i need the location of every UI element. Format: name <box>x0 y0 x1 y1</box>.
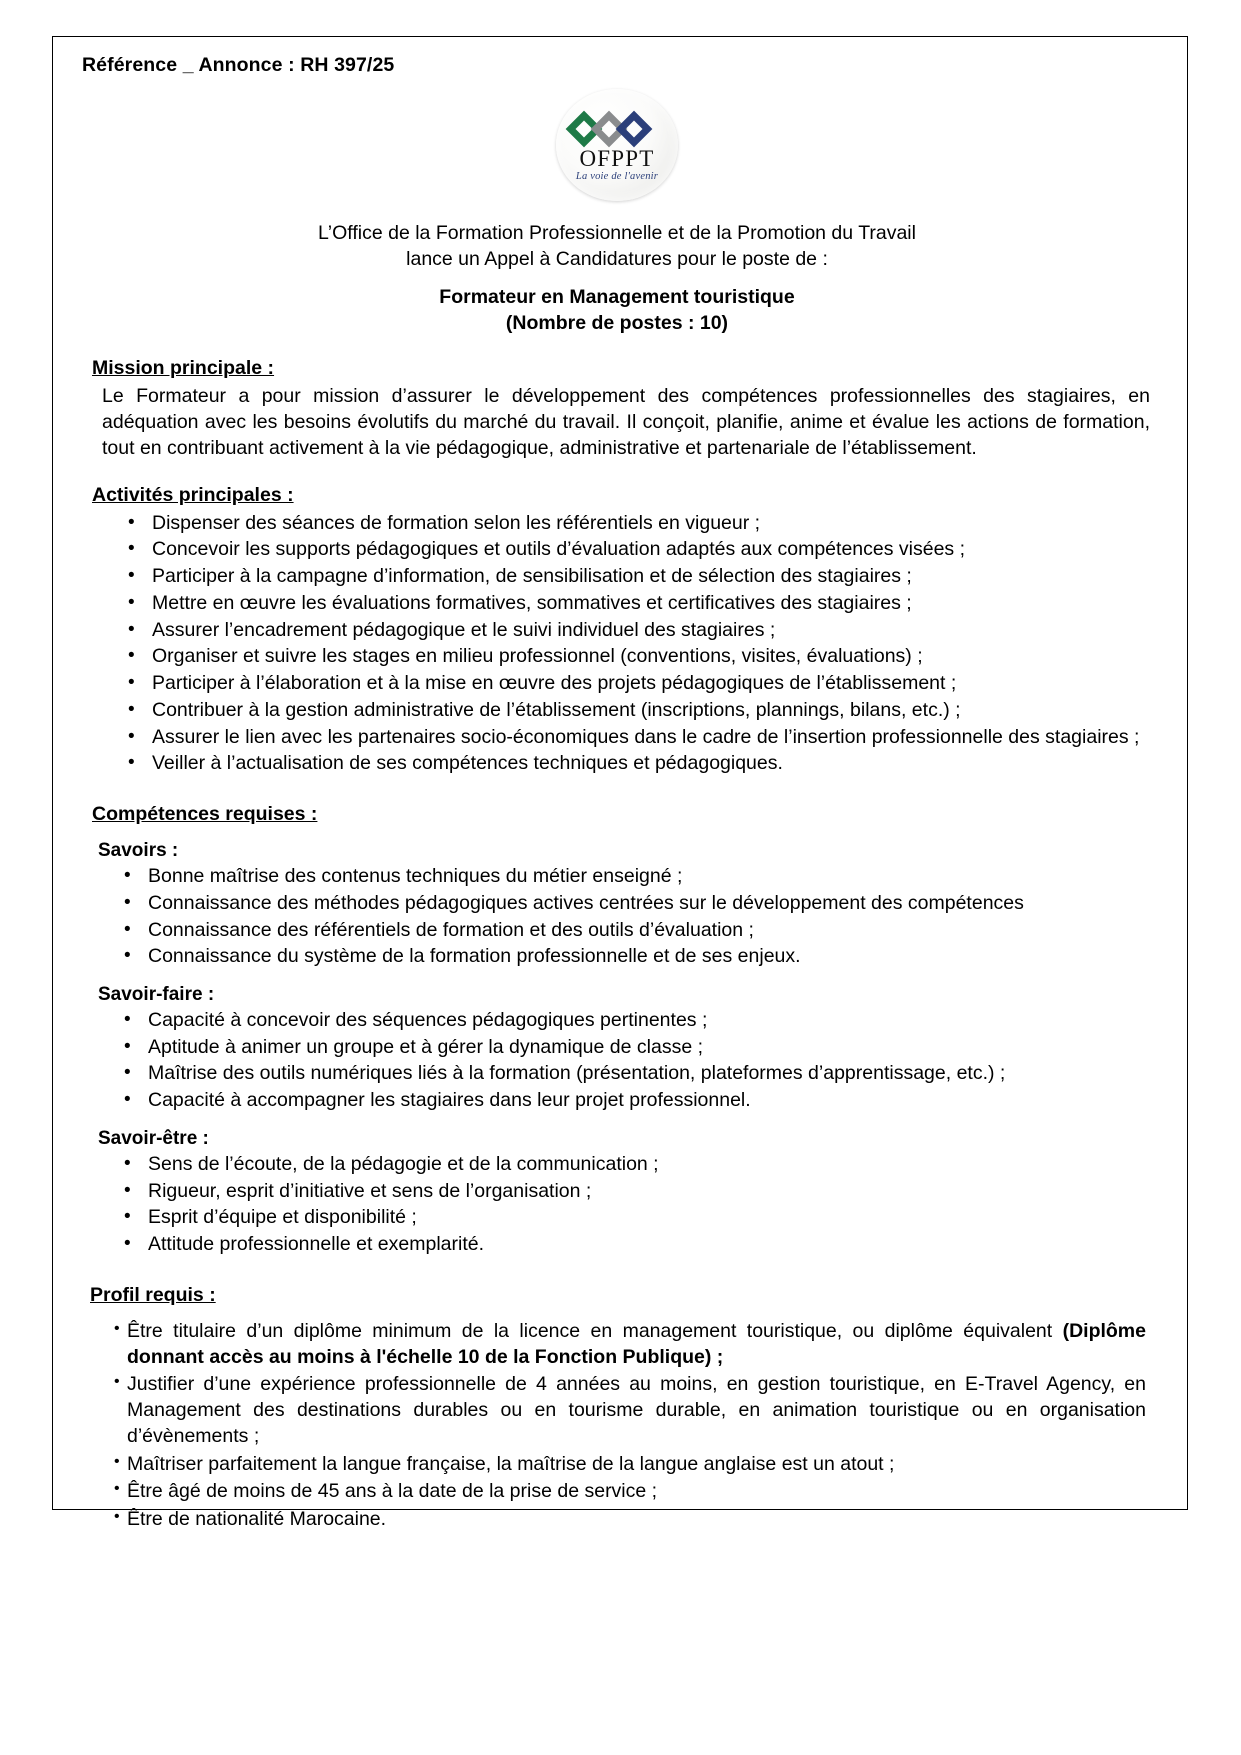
subsection-title-savoir-etre: Savoir-être : <box>98 1127 209 1149</box>
logo-name: OFPPT <box>579 145 655 171</box>
list-item: • Connaissance des référentiels de formation et des outils d’évaluation ; <box>122 918 1146 944</box>
subsection-title-savoirs: Savoirs : <box>98 840 179 862</box>
list-item: • Bonne maîtrise des contenus techniques du métier enseigné ; <box>122 864 1146 890</box>
document-content <box>52 36 1188 1535</box>
list-item: • Maîtriser parfaitement la langue française, la maîtrise de la langue anglaise est un atout ; <box>114 1452 1146 1478</box>
list-item: • Sens de l’écoute, de la pédagogie et de la communication ; <box>122 1152 1146 1178</box>
profil-list <box>74 1319 1160 1533</box>
section-competences <box>74 803 1160 1258</box>
intro-spacer <box>74 272 1160 285</box>
section-profil <box>74 1284 1160 1533</box>
list-item: • Mettre en œuvre les évaluations formatives, sommatives et certificatives des stagiaires ; <box>126 591 1146 617</box>
list-item: • Rigueur, esprit d’initiative et sens de l’organisation ; <box>122 1179 1146 1205</box>
list-item: • Connaissance des méthodes pédagogiques actives centrées sur le développement des compétences <box>122 891 1146 917</box>
section-title-competences: Compétences requises : <box>92 803 318 826</box>
savoir-faire-list <box>74 1008 1160 1114</box>
section-activites <box>74 484 1160 777</box>
list-item: • Participer à la campagne d’information, de sensibilisation et de sélection des stagiaires ; <box>126 564 1146 590</box>
list-item-diploma <box>114 1319 1146 1370</box>
section-title-profil: Profil requis : <box>90 1283 216 1306</box>
list-item: • Être de nationalité Marocaine. <box>114 1507 1146 1533</box>
list-item: • Assurer le lien avec les partenaires socio-économiques dans le cadre de l’insertion professionnelle des stagiaires ; <box>126 725 1146 751</box>
list-item: • Capacité à accompagner les stagiaires dans leur projet professionnel. <box>122 1088 1146 1114</box>
subsection-title-savoir-faire: Savoir-faire : <box>98 983 215 1005</box>
savoir-etre-list <box>74 1152 1160 1258</box>
logo-container <box>74 89 1160 201</box>
list-item: • Contribuer à la gestion administrative de l’établissement (inscriptions, plannings, bilans, etc.) ; <box>126 698 1146 724</box>
section-title-activites: Activités principales : <box>92 483 294 506</box>
logo-diamonds-icon <box>569 115 665 145</box>
intro-line-1: L’Office de la Formation Professionnelle et de la Promotion du Travail <box>318 222 916 244</box>
list-item: • Participer à l’élaboration et à la mise en œuvre des projets pédagogiques de l’établissement ; <box>126 671 1146 697</box>
list-item: • Organiser et suivre les stages en milieu professionnel (conventions, visites, évaluations) ; <box>126 644 1146 670</box>
list-item: • Veiller à l’actualisation de ses compétences techniques et pédagogiques. <box>126 751 1146 777</box>
post-title: Formateur en Management touristique <box>439 286 795 309</box>
list-item: • Connaissance du système de la formation professionnelle et de ses enjeux. <box>122 944 1146 970</box>
intro-block <box>74 221 1160 337</box>
post-count: (Nombre de postes : 10) <box>505 312 729 335</box>
logo-tagline: La voie de l'avenir <box>575 170 659 182</box>
list-item: • Esprit d’équipe et disponibilité ; <box>122 1205 1146 1231</box>
list-item: • Aptitude à animer un groupe et à gérer la dynamique de classe ; <box>122 1035 1146 1061</box>
list-item: • Maîtrise des outils numériques liés à la formation (présentation, plateformes d’apprentissage, etc.) ; <box>122 1061 1146 1087</box>
section-mission <box>74 357 1160 462</box>
list-item: • Être âgé de moins de 45 ans à la date de la prise de service ; <box>114 1479 1146 1505</box>
activites-list <box>74 511 1160 777</box>
diploma-text: Être titulaire d’un diplôme minimum de la licence en management touristique, ou diplôme équivalent <box>127 1319 1063 1342</box>
ofppt-logo <box>556 89 678 201</box>
mission-paragraph: Le Formateur a pour mission d’assurer le développement des compétences professionnelles des stagiaires, en adéquation avec les besoins évolutifs du marché du travail. Il conçoit, planifie, anime et évalue les actions de formation, tout en contribuant activement à la vie pédagogique, administrative et partenariale de l’établissement. <box>102 384 1150 459</box>
intro-line-2: lance un Appel à Candidatures pour le poste de : <box>406 247 828 270</box>
list-item: • Concevoir les supports pédagogiques et outils d’évaluation adaptés aux compétences visées ; <box>126 537 1146 563</box>
list-item: • Capacité à concevoir des séquences pédagogiques pertinentes ; <box>122 1008 1146 1034</box>
list-item: • Dispenser des séances de formation selon les référentiels en vigueur ; <box>126 511 1146 537</box>
reference-line: Référence _ Annonce : RH 397/25 <box>82 54 395 76</box>
list-item: • Justifier d’une expérience professionnelle de 4 années au moins, en gestion touristique, en E-Travel Agency, en Management des destinations durables ou en tourisme durable, en animation touristique ou en organisation d’évènements ; <box>114 1372 1146 1449</box>
savoirs-list <box>74 864 1160 970</box>
diploma-echelle-bold: (Diplôme donnant accès au moins à l'échelle 10 de la Fonction Publique) ; <box>127 1319 1146 1368</box>
list-item: • Attitude professionnelle et exemplarité. <box>122 1232 1146 1258</box>
diamond-blue-icon <box>616 110 653 147</box>
section-title-mission: Mission principale : <box>92 356 275 379</box>
list-item: • Assurer l’encadrement pédagogique et le suivi individuel des stagiaires ; <box>126 618 1146 644</box>
